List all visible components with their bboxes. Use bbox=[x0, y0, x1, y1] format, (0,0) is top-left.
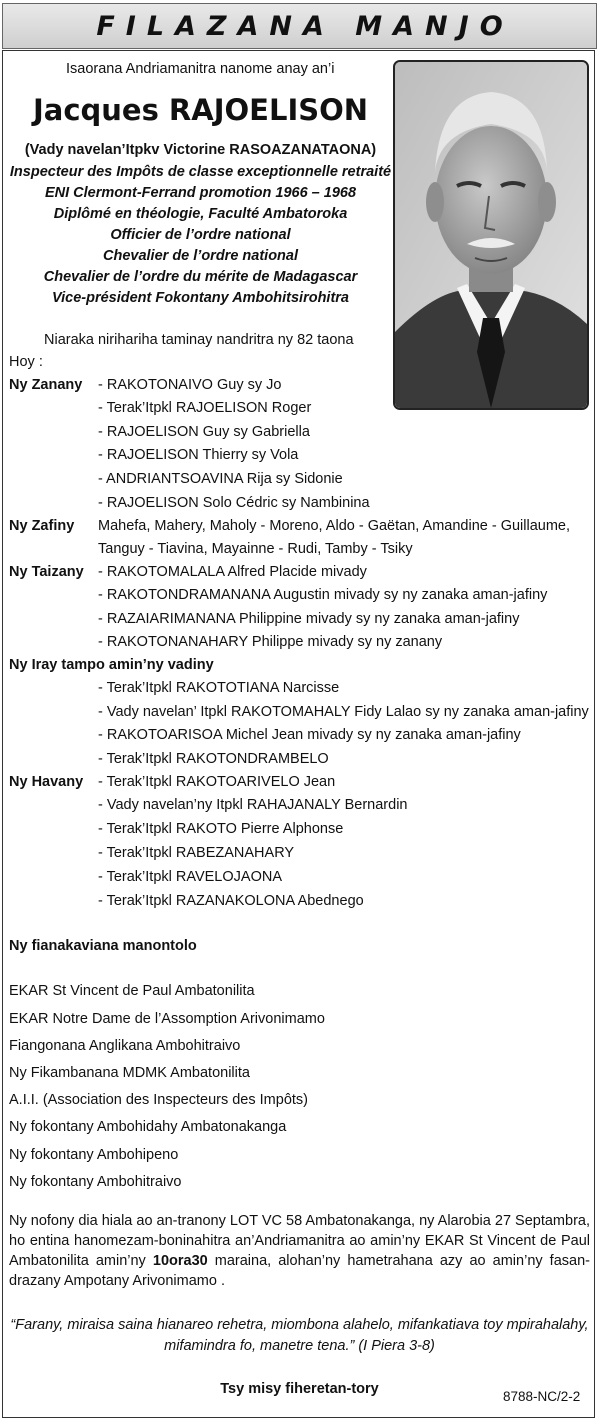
list-item: - ANDRIANTSOAVINA Rija sy Sidonie bbox=[98, 471, 343, 487]
bible-quote-line: mifamindra fo, manetre tena.” (I Piera 3-8) bbox=[164, 1338, 435, 1354]
list-item: Ny fokontany Ambohipeno bbox=[9, 1147, 179, 1163]
list-item: - Terak’Itpkl RAJOELISON Roger bbox=[98, 400, 312, 416]
deceased-name: Jacques RAJOELISON bbox=[32, 93, 369, 127]
list-item: - RAKOTONDRAMANANA Augustin mivady sy ny zanaka aman-jafiny bbox=[98, 587, 548, 603]
list-item: - Terak’Itpkl RAKOTOARIVELO Jean bbox=[98, 774, 336, 790]
page-title: FILAZANA MANJO bbox=[96, 10, 514, 42]
zafiny-label: Ny Zafiny bbox=[9, 518, 75, 534]
list-item: - Terak’Itpkl RAKOTO Pierre Alphonse bbox=[98, 821, 344, 837]
list-item: EKAR St Vincent de Paul Ambatonilita bbox=[9, 983, 255, 999]
list-item: - Vady navelan’ Itpkl RAKOTOMAHALY Fidy Lalao sy ny zanaka aman-jafiny bbox=[98, 704, 589, 720]
list-item: - Terak’Itpkl RABEZANAHARY bbox=[98, 845, 295, 861]
intro-text: Isaorana Andriamanitra nanome anay an’i bbox=[66, 61, 335, 77]
list-item: Ny fokontany Ambohidahy Ambatonakanga bbox=[9, 1119, 287, 1135]
list-item: EKAR Notre Dame de l’Assomption Arivonimamo bbox=[9, 1011, 325, 1027]
list-item: - RAZAIARIMANANA Philippine mivady sy ny zanaka aman-jafiny bbox=[98, 611, 520, 627]
zafiny-line: Tanguy - Tiavina, Mayainne - Rudi, Tamby - Tsiky bbox=[98, 541, 413, 557]
reference-code: 8788-NC/2-2 bbox=[503, 1389, 581, 1404]
fianakaviana-label: Ny fianakaviana manontolo bbox=[9, 938, 197, 954]
list-item: - RAKOTONANAHARY Philippe mivady sy ny zanany bbox=[98, 634, 443, 650]
funeral-paragraph bbox=[9, 1211, 590, 1291]
spouse-line: (Vady navelan’Itpkv Victorine RASOAZANATAONA) bbox=[24, 142, 377, 158]
title-line: Officier de l’ordre national bbox=[110, 227, 291, 243]
list-item: - Terak’Itpkl RAKOTOTIANA Narcisse bbox=[98, 680, 340, 696]
list-item: - RAJOELISON Thierry sy Vola bbox=[98, 447, 299, 463]
title-line: Diplômé en théologie, Faculté Ambatoroka bbox=[53, 206, 348, 222]
list-item: - Terak’Itpkl RAVELOJAONA bbox=[98, 869, 282, 885]
header-banner bbox=[2, 3, 597, 49]
funeral-text: Ny nofony dia hiala ao an-tranony LOT VC 58 Ambatonakanga, ny Alarobia 27 Septambra, ho entina hanomezam-boninahitra an’Andriamanitra ao amin’ny EKAR St Vincent de Paul Ambatonilita amin’ny bbox=[9, 1213, 590, 1269]
list-item: - Terak’Itpkl RAZANAKOLONA Abednego bbox=[98, 893, 364, 909]
title-line: Vice-président Fokontany Ambohitsirohitra bbox=[51, 290, 350, 306]
portrait-illustration bbox=[395, 62, 587, 408]
funeral-text: maraina, alohan’ny hametrahana azy ao amin’ny fasan-drazany Ampotany Arivonimamo . bbox=[9, 1253, 590, 1289]
zanany-label: Ny Zanany bbox=[9, 377, 83, 393]
list-item: - RAJOELISON Solo Cédric sy Nambinina bbox=[98, 495, 370, 511]
closing-line: Tsy misy fiheretan-tory bbox=[220, 1381, 379, 1397]
title-line: Inspecteur des Impôts de classe exceptionnelle retraité bbox=[9, 164, 392, 180]
title-line: Chevalier de l’ordre national bbox=[103, 248, 298, 264]
bible-quote-line: “Farany, miraisa saina hianareo rehetra, miombona alahelo, mifankatiava toy mpirahalahy, bbox=[10, 1317, 589, 1333]
list-item: - RAKOTOMALALA Alfred Placide mivady bbox=[98, 564, 367, 580]
list-item: - Vady navelan’ny Itpkl RAHAJANALY Bernardin bbox=[98, 797, 408, 813]
portrait-photo bbox=[393, 60, 589, 410]
list-item: A.I.I. (Association des Inspecteurs des Impôts) bbox=[9, 1092, 308, 1108]
title-line: Chevalier de l’ordre du mérite de Madagascar bbox=[43, 269, 358, 285]
list-item: - RAJOELISON Guy sy Gabriella bbox=[98, 424, 310, 440]
age-line: Niaraka nirihariha taminay nandritra ny 82 taona bbox=[44, 332, 354, 348]
zafiny-line: Mahefa, Mahery, Maholy - Moreno, Aldo - Gaëtan, Amandine - Guillaume, bbox=[98, 518, 571, 534]
list-item: - RAKOTOARISOA Michel Jean mivady sy ny zanaka aman-jafiny bbox=[98, 727, 521, 743]
iray-tampo-label: Ny Iray tampo amin’ny vadiny bbox=[9, 657, 214, 673]
hoy-label: Hoy : bbox=[9, 354, 43, 370]
list-item: - RAKOTONAIVO Guy sy Jo bbox=[98, 377, 282, 393]
title-line: ENI Clermont-Ferrand promotion 1966 – 1968 bbox=[44, 185, 357, 201]
list-item: Ny Fikambanana MDMK Ambatonilita bbox=[9, 1065, 250, 1081]
taizany-label: Ny Taizany bbox=[9, 564, 84, 580]
list-item: Fiangonana Anglikana Ambohitraivo bbox=[9, 1038, 241, 1054]
havany-label: Ny Havany bbox=[9, 774, 84, 790]
funeral-time: 10ora30 bbox=[152, 1253, 208, 1269]
list-item: - Terak’Itpkl RAKOTONDRAMBELO bbox=[98, 751, 329, 767]
list-item: Ny fokontany Ambohitraivo bbox=[9, 1174, 182, 1190]
